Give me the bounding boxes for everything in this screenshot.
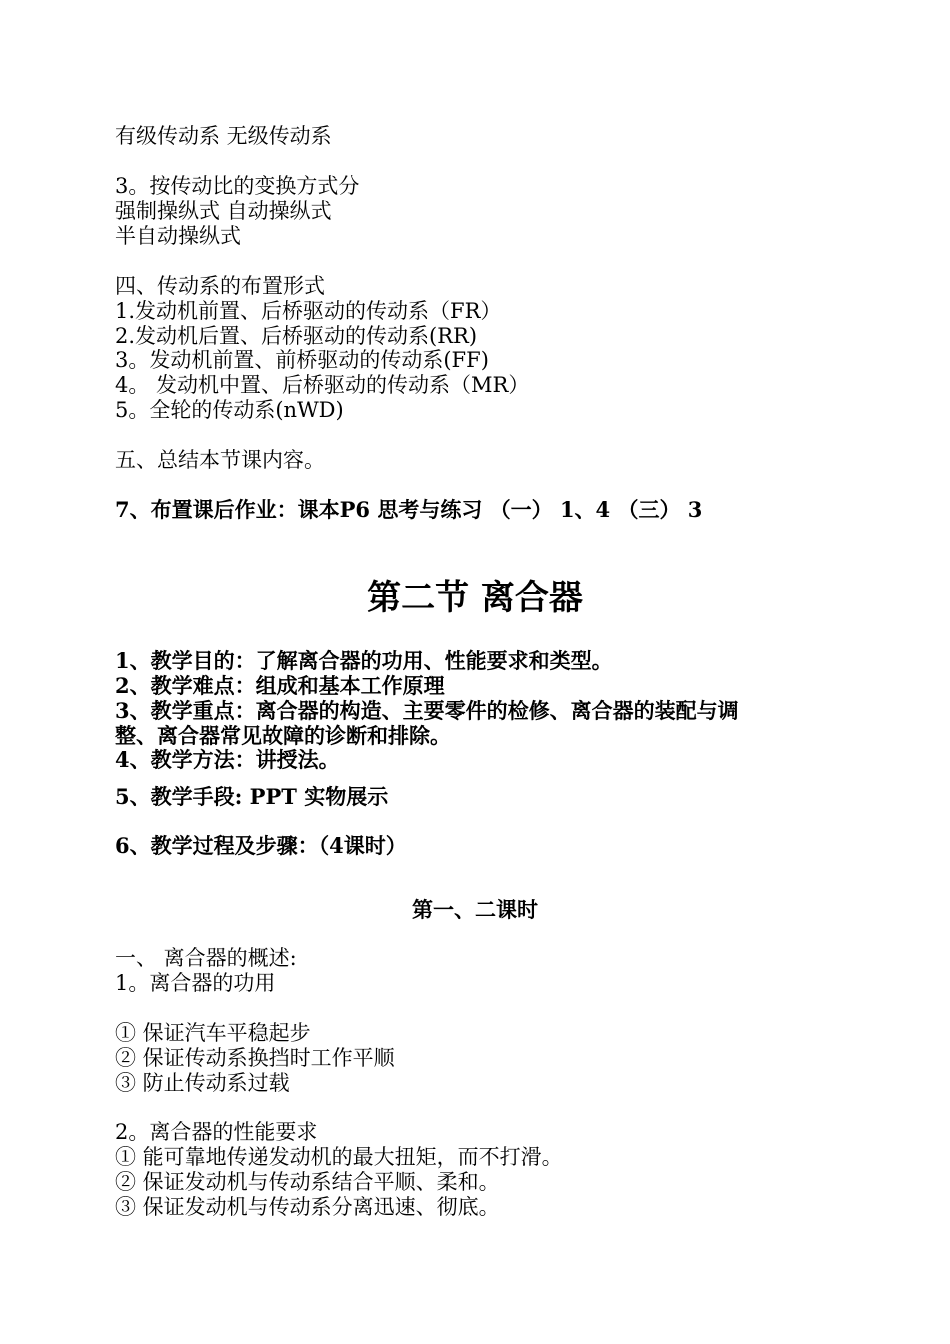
homework-line: 7、布置课后作业：课本P6 思考与练习 （一） 1、4 （三） 3 bbox=[115, 497, 703, 522]
requirement-item: ③ 保证发动机与传动系分离迅速、彻底。 bbox=[115, 1195, 500, 1219]
overview-line: 1。离合器的功用 bbox=[115, 971, 276, 995]
goal-line: 4、教学方法：讲授法。 bbox=[115, 747, 340, 772]
means-line: 5、教学手段: PPT 实物展示 bbox=[115, 784, 389, 809]
overview-line: 一、 离合器的概述: bbox=[115, 946, 297, 970]
goal-line: 3、教学重点：离合器的构造、主要零件的检修、离合器的装配与调 bbox=[115, 698, 739, 723]
function-item: ③ 防止传动系过载 bbox=[115, 1071, 290, 1095]
text-line: 3。按传动比的变换方式分 bbox=[115, 174, 360, 198]
list-item: 5。全轮的传动系(nWD) bbox=[115, 398, 344, 422]
lesson-title: 第一、二课时 bbox=[412, 897, 538, 922]
list-item: 3。发动机前置、前桥驱动的传动系(FF) bbox=[115, 348, 489, 372]
text-line: 半自动操纵式 bbox=[115, 224, 241, 248]
function-item: ② 保证传动系换挡时工作平顺 bbox=[115, 1046, 395, 1070]
requirement-item: ① 能可靠地传递发动机的最大扭矩，而不打滑。 bbox=[115, 1145, 563, 1169]
goal-line: 2、教学难点：组成和基本工作原理 bbox=[115, 673, 445, 698]
process-line: 6、教学过程及步骤：（4课时） bbox=[115, 833, 407, 858]
requirement-heading: 2。离合器的性能要求 bbox=[115, 1120, 318, 1144]
text-line: 有级传动系 无级传动系 bbox=[115, 124, 332, 148]
list-item: 4。 发动机中置、后桥驱动的传动系（MR） bbox=[115, 373, 530, 397]
list-item: 1.发动机前置、后桥驱动的传动系（FR） bbox=[115, 299, 502, 323]
summary-line: 五、总结本节课内容。 bbox=[115, 448, 325, 472]
function-item: ① 保证汽车平稳起步 bbox=[115, 1021, 311, 1045]
goal-line: 1、教学目的：了解离合器的功用、性能要求和类型。 bbox=[115, 648, 613, 673]
text-line: 强制操纵式 自动操纵式 bbox=[115, 199, 332, 223]
section-heading: 四、传动系的布置形式 bbox=[115, 274, 325, 298]
goal-line: 整、离合器常见故障的诊断和排除。 bbox=[115, 723, 451, 748]
requirement-item: ② 保证发动机与传动系结合平顺、柔和。 bbox=[115, 1170, 500, 1194]
list-item: 2.发动机后置、后桥驱动的传动系(RR) bbox=[115, 324, 478, 348]
section-title: 第二节 离合器 bbox=[367, 578, 583, 618]
